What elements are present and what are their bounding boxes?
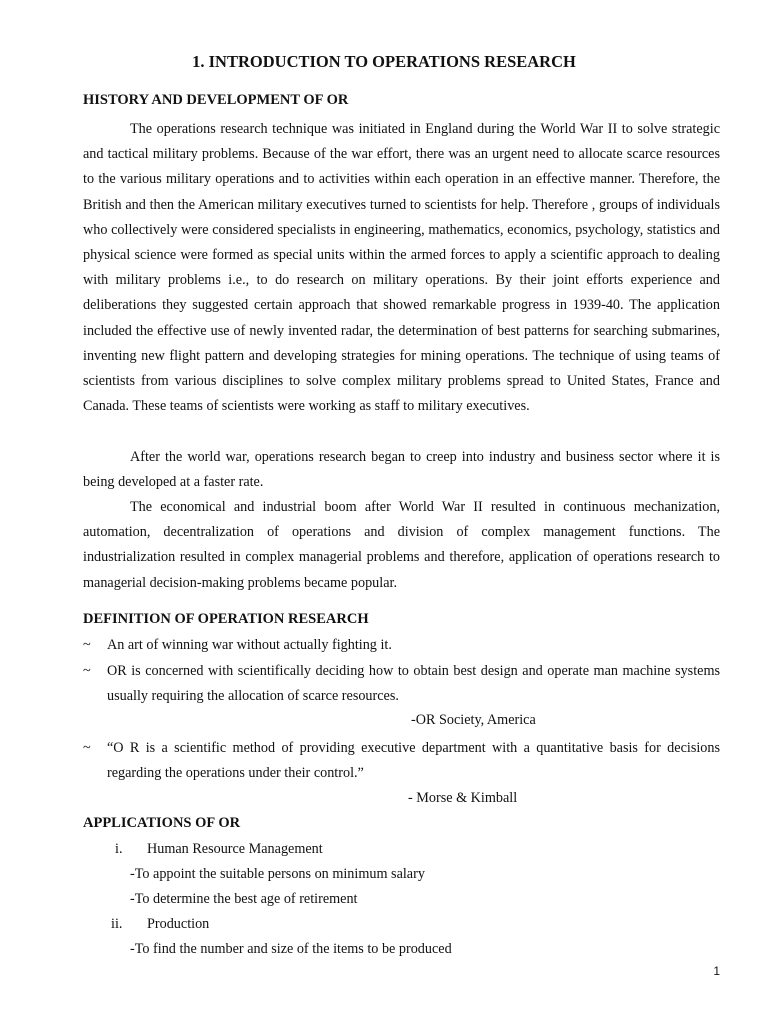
- history-paragraph-2: After the world war, operations research began to creep into industry and business sector where it is being developed at a faster rate.: [83, 449, 720, 491]
- section-heading-applications: APPLICATIONS OF OR: [83, 815, 241, 831]
- application-sub-item: -To determine the best age of retirement: [130, 891, 358, 907]
- bullet-tilde: ~: [83, 663, 91, 679]
- page-title: 1. INTRODUCTION TO OPERATIONS RESEARCH: [192, 52, 576, 71]
- page-number: 1: [713, 964, 720, 978]
- attribution-or-society: -OR Society, America: [411, 712, 536, 728]
- section-heading-definition: DEFINITION OF OPERATION RESEARCH: [83, 611, 369, 627]
- application-sub-item: -To find the number and size of the items to be produced: [130, 941, 452, 957]
- bullet-tilde: ~: [83, 740, 91, 756]
- definition-item: [83, 736, 720, 786]
- application-numeral: i.: [115, 841, 123, 857]
- section-heading-history: HISTORY AND DEVELOPMENT OF OR: [83, 92, 349, 108]
- history-paragraph-3: The economical and industrial boom after World War II resulted in continuous mechanization, automation, decentralization of operations and division of complex management functions. The industrialization resulted in complex managerial problems and therefore, application of operations research to managerial decision-making problems became popular.: [83, 499, 720, 591]
- application-numeral: ii.: [111, 916, 123, 932]
- definition-item: [83, 633, 720, 658]
- application-item: Human Resource Management: [147, 841, 323, 857]
- definition-item: [83, 659, 720, 709]
- history-paragraph-1: The operations research technique was initiated in England during the World War II to solve strategic and tactical military problems. Because of the war effort, there was an urgent need to allocate scarce resources to the various military operations and to activities within each operation in an effective manner. Therefore, the British and then the American military executives turned to scientists for help. Therefore , groups of individuals who collectively were considered specialists in engineering, mathematics, economics, psychology, statistics and physical science were formed as special units within the armed forces to apply a scientific approach to dealing with military problems i.e., to do research on military operations. By their joint efforts experience and deliberations they suggested certain approach that showed remarkable progress in 1939-40. The application included the effective use of newly invented radar, the determination of best patterns for searching submarines, inventing new flight pattern and developing strategies for mining operations. The technique of using teams of scientists from various disciplines to solve complex military problems spread to United States, France and Canada. These teams of scientists were working as staff to military executives.: [83, 121, 720, 415]
- application-item: Production: [147, 916, 210, 932]
- attribution-morse-kimball: - Morse & Kimball: [408, 790, 518, 806]
- bullet-tilde: ~: [83, 637, 91, 653]
- application-sub-item: -To appoint the suitable persons on minimum salary: [130, 866, 425, 882]
- definition-text: OR is concerned with scientifically deciding how to obtain best design and operate man machine systems usually requiring the allocation of scarce resources.: [107, 663, 720, 705]
- definition-text: An art of winning war without actually fighting it.: [107, 637, 392, 653]
- definition-text: “O R is a scientific method of providing executive department with a quantitative basis for decisions regarding the operations under their control.”: [107, 740, 720, 782]
